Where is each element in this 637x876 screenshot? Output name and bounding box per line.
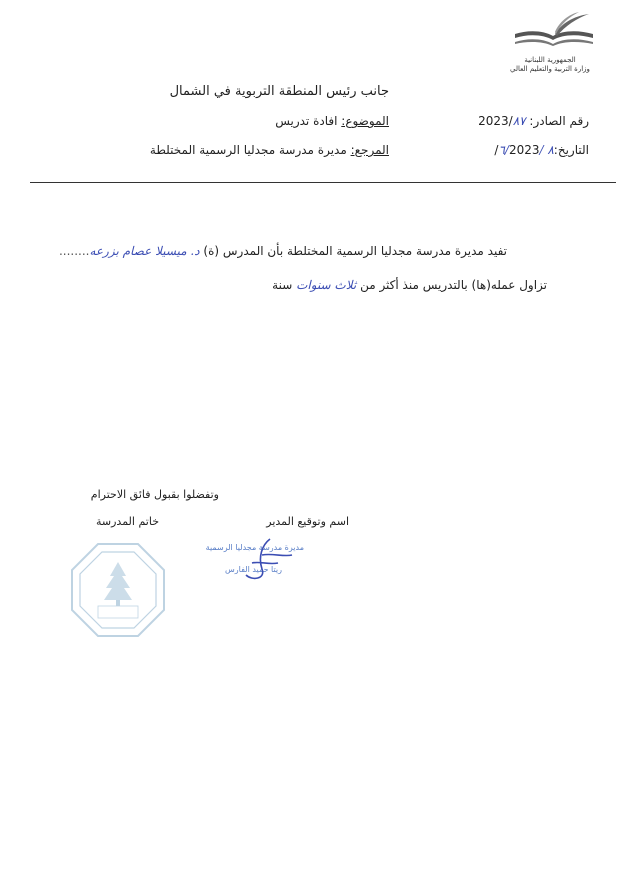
stamp-title: مديرة مدرسة مجدليا الرسمية	[205, 543, 304, 552]
country-name: الجمهورية اللبنانية	[524, 56, 576, 64]
date-handwritten: ٨ /٦/	[498, 143, 554, 157]
reference-value: مديرة مدرسة مجدليا الرسمية المختلطة	[149, 143, 347, 157]
reference	[150, 143, 389, 157]
body-line-1-text: تفيد مديرة مدرسة مجدليا الرسمية المختلطة بأن المدرس (ة)	[203, 244, 507, 258]
date	[494, 143, 589, 157]
date-value: 2023/	[494, 143, 540, 157]
signature-label: اسم وتوقيع المدير	[266, 515, 349, 528]
signature-icon	[222, 535, 302, 585]
closing: وتفضلوا بقبول فائق الاحترام	[90, 488, 219, 501]
reference-number	[478, 114, 589, 128]
reference-label: المرجع:	[350, 143, 389, 157]
reference-number-label: رقم الصادر:	[529, 114, 589, 128]
principal-stamp	[205, 535, 312, 585]
years-handwritten: ثلاث سنوات	[296, 278, 357, 292]
school-seal-label: خاتم المدرسة	[96, 515, 159, 528]
stamp-name: ريتا حميد الفارس	[225, 565, 282, 574]
body-line-2-start: تزاول عمله(ها) بالتدريس منذ أكثر من	[360, 278, 547, 292]
reference-number-handwritten: ٨٧	[512, 114, 526, 128]
date-label: التاريخ:	[553, 143, 589, 157]
body-line-2-end: سنة	[272, 278, 293, 292]
header-divider	[30, 182, 616, 183]
letterhead-text	[500, 56, 600, 74]
subject	[275, 114, 389, 128]
subject-label: الموضوع:	[341, 114, 389, 128]
teacher-name-handwritten: د. ميسيلا عصام بزرعه	[89, 244, 200, 258]
body-line-2	[272, 278, 547, 292]
addressee: جانب رئيس المنطقة التربوية في الشمال	[169, 84, 389, 99]
school-seal-icon	[68, 540, 168, 640]
body-line-1	[59, 244, 507, 258]
fill-dots: ........	[58, 244, 90, 258]
subject-value: افادة تدريس	[275, 114, 338, 128]
ministry-name: وزارة التربية والتعليم العالي	[510, 65, 590, 73]
reference-number-value: 2023/	[478, 114, 513, 128]
